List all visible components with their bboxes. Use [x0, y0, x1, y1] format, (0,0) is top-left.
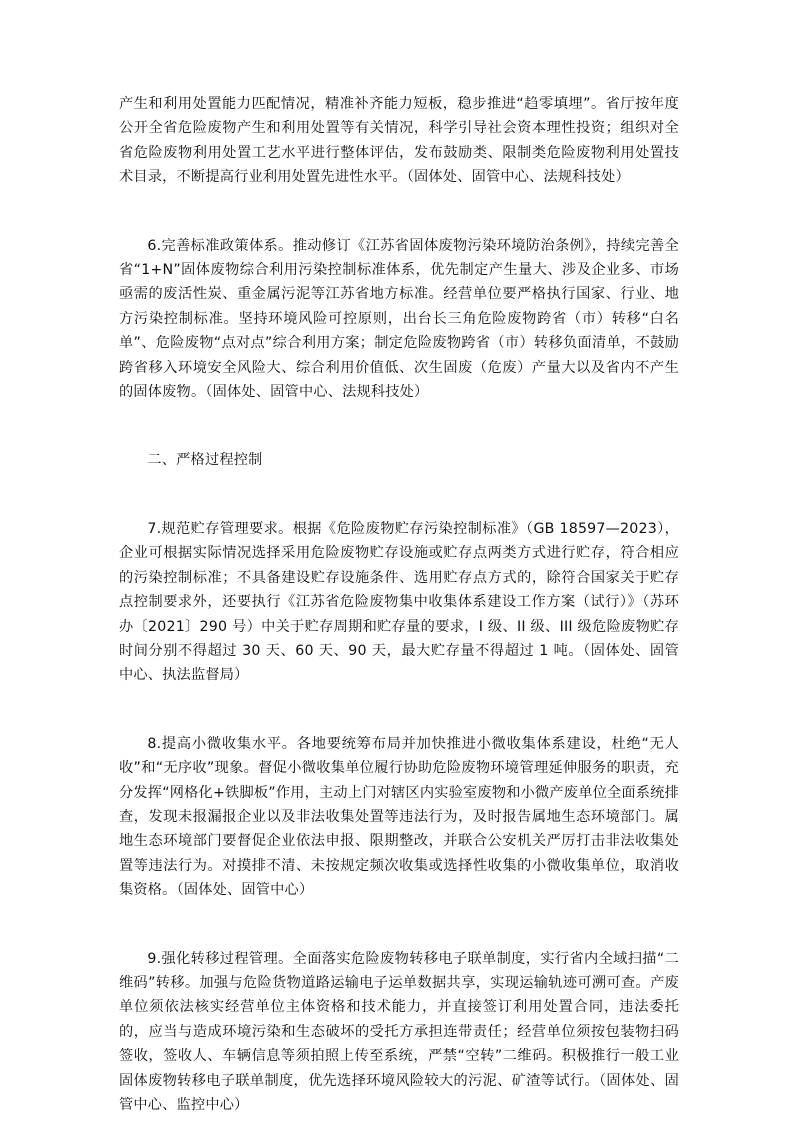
- section-heading: 二、严格过程控制: [147, 452, 263, 469]
- paragraph-item-9: 9.强化转移过程管理。全面落实危险废物转移电子联单制度，实行省内全域扫描“二维码”转移。加强与危险货物道路运输电子运单数据共享，实现运输轨迹可溯可查。产废单位须依法核实经营单位主体资格和技术能力，并直接签订利用处置合同，违法委托的，应当与造成环境污染和生态破坏的受托方承担连带责任；经营单位须按包装物扫码签收，签收人、车辆信息等须拍照上传至系统，严禁“空转”二维码。积极推行一般工业固体废物转移电子联单制度，优先选择环境风险较大的污泥、矿渣等试行。（固体处、固管中心、监控中心）: [119, 950, 679, 1113]
- paragraph-item-6: 6.完善标准政策体系。推动修订《江苏省固体废物污染环境防治条例》，持续完善全省“1+N”固体废物综合利用污染控制标准体系，优先制定产生量大、涉及企业多、市场亟需的废活性炭、重金属污泥等江苏省地方标准。经营单位要严格执行国家、行业、地方污染控制标准。坚持环境风险可控原则，出台长三角危险废物跨省（市）转移“白名单”、危险废物“点对点”综合利用方案；制定危险废物跨省（市）转移负面清单，不鼓励跨省移入环境安全风险大、综合利用价值低、次生固废（危废）产量大以及省内不产生的固体废物。（固体处、固管中心、法规科技处）: [119, 237, 679, 401]
- paragraph-item-7: 7.规范贮存管理要求。根据《危险废物贮存污染控制标准》（GB 18597—2023），企业可根据实际情况选择采用危险废物贮存设施或贮存点两类方式进行贮存，符合相应的污染控制标准；不具备建设贮存设施条件、选用贮存点方式的，除符合国家关于贮存点控制要求外，还要执行《江苏省危险废物集中收集体系建设工作方案（试行）》（苏环办〔2021〕290 号）中关于贮存周期和贮存量的要求，I 级、II 级、III 级危险废物贮存时间分别不得超过 30 天、60 天、90 天，最大贮存量不得超过 1 吨。（固体处、固管中心、执法监督局）: [119, 520, 679, 684]
- paragraph-item-8: 8.提高小微收集水平。各地要统筹布局并加快推进小微收集体系建设，杜绝“无人收”和“无序收”现象。督促小微收集单位履行协助危险废物环境管理延伸服务的职责，充分发挥“网格化+铁脚板”作用，主动上门对辖区内实验室废物和小微产废单位全面系统排查，发现未报漏报企业以及非法收集处置等违法行为，及时报告属地生态环境部门。属地生态环境部门要督促企业依法申报、限期整改，并联合公安机关严厉打击非法收集处置等违法行为。对摸排不清、未按规定频次收集或选择性收集的小微收集单位，取消收集资格。（固体处、固管中心）: [119, 735, 679, 899]
- paragraph-gap: [119, 903, 679, 947]
- document-body: [119, 92, 679, 1117]
- paragraph-gap: [119, 404, 679, 448]
- paragraph-gap: [119, 190, 679, 234]
- paragraph-gap: [119, 688, 679, 732]
- paragraph-continuation: 产生和利用处置能力匹配情况，精准补齐能力短板，稳步推进“趋零填埋”。省厅按年度公开全省危险废物产生和利用处置等有关情况，科学引导社会资本理性投资；组织对全省危险废物利用处置工艺水平进行整体评估，发布鼓励类、限制类危险废物利用处置技术目录，不断提高行业利用处置先进性水平。（固体处、固管中心、法规科技处）: [119, 96, 679, 186]
- paragraph-gap: [119, 473, 679, 517]
